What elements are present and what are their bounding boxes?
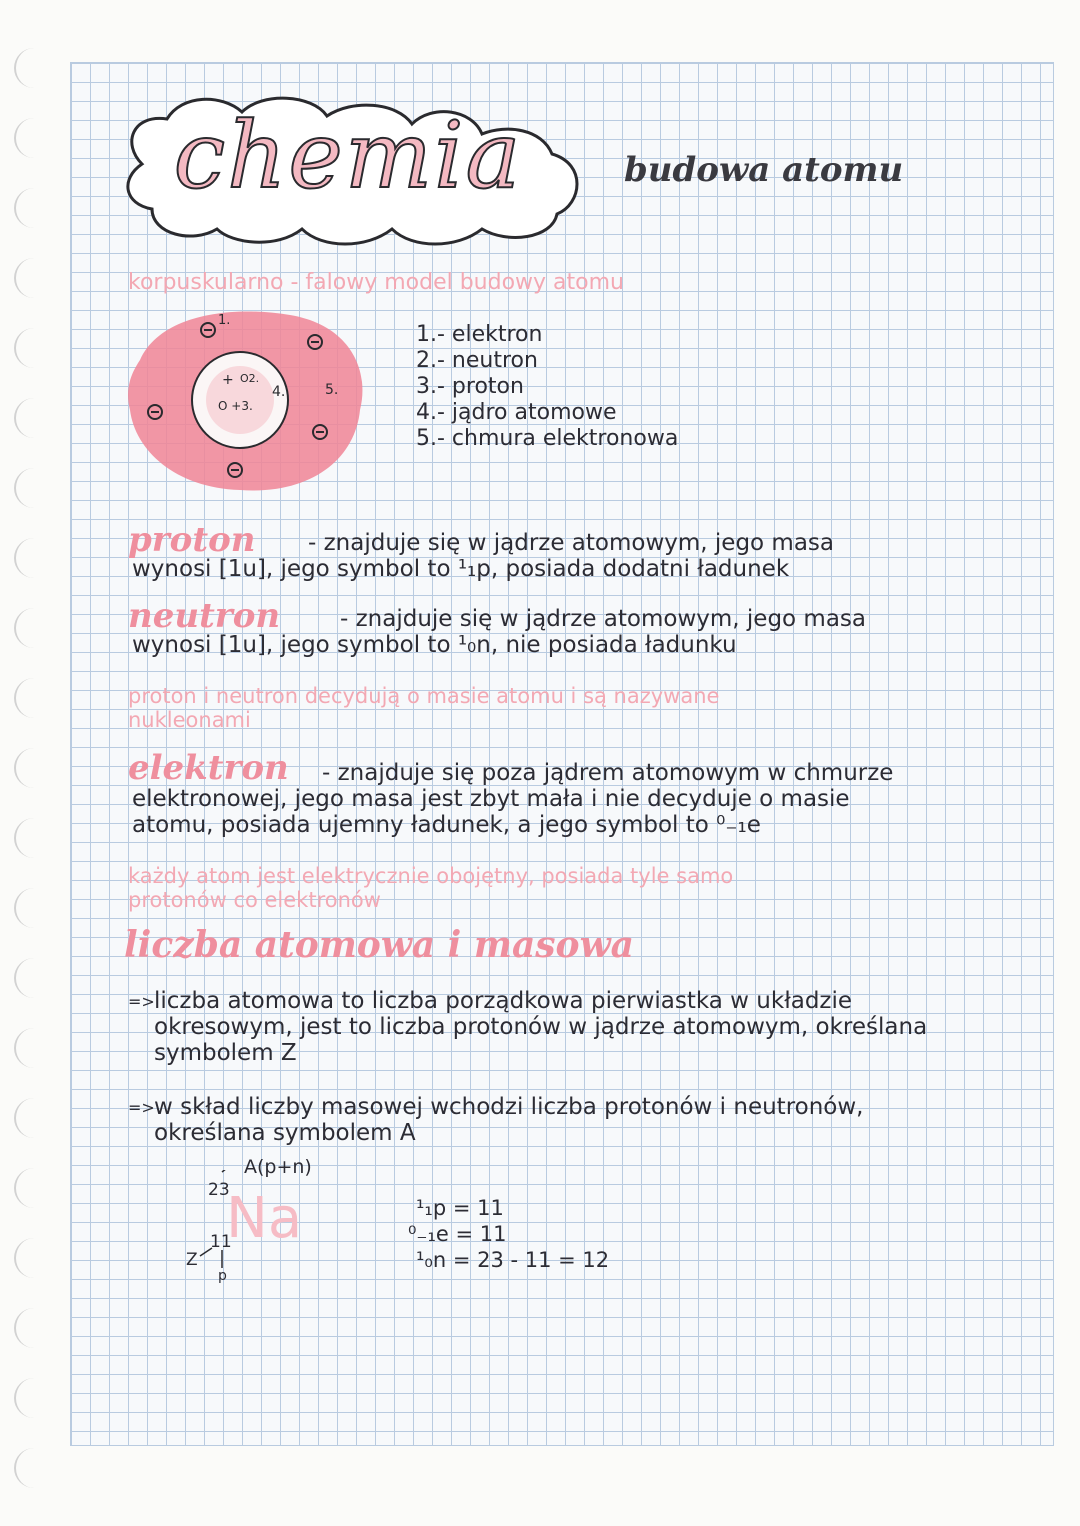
label-neutron: O2. [240, 372, 260, 385]
binder-hole [14, 1028, 54, 1068]
binder-holes [0, 0, 60, 1526]
binder-hole [14, 1308, 54, 1348]
atomic-number-line-3: symbolem Z [154, 1040, 297, 1066]
binder-hole [14, 468, 54, 508]
binder-hole [14, 1238, 54, 1278]
binder-hole [14, 258, 54, 298]
nucleons-note-line-2: nukleonami [128, 708, 251, 732]
binder-hole [14, 678, 54, 718]
neutron-heading: neutron [128, 596, 281, 636]
neutral-note-line-2: protonów co elektronów [128, 888, 381, 912]
label-cloud: 5. [325, 382, 339, 398]
neutron-line-1: - znajduje się w jądrze atomowym, jego masa [340, 606, 867, 632]
example-element-symbol: Na [226, 1186, 303, 1251]
binder-hole [14, 1168, 54, 1208]
binder-hole [14, 888, 54, 928]
label-plus: + [222, 372, 234, 388]
proton-line-1: - znajduje się w jądrze atomowym, jego masa [308, 530, 835, 556]
legend-item: 3.- proton [416, 374, 524, 399]
label-nucleus: 4. [272, 384, 286, 400]
example-pointer-lines [180, 1170, 250, 1280]
electron-heading: elektron [128, 748, 289, 788]
binder-hole [14, 748, 54, 788]
electron-line-1: - znajduje się poza jądrem atomowym w chmurze [322, 760, 894, 786]
atomic-number-line-1: liczba atomowa to liczba porządkowa pierwiastka w układzie [154, 988, 853, 1014]
label-electron: 1. [218, 313, 231, 328]
binder-hole [14, 1098, 54, 1138]
binder-hole [14, 328, 54, 368]
proton-line-2: wynosi [1u], jego symbol to ¹₁p, posiada dodatni ładunek [132, 556, 790, 582]
legend-item: 5.- chmura elektronowa [416, 426, 679, 451]
binder-hole [14, 118, 54, 158]
neutral-note-line-1: każdy atom jest elektrycznie obojętny, posiada tyle samo [128, 864, 734, 888]
mass-number-line-2: określana symbolem A [154, 1120, 416, 1146]
legend-item: 4.- jądro atomowe [416, 400, 617, 425]
binder-hole [14, 818, 54, 858]
binder-hole [14, 958, 54, 998]
proton-heading: proton [128, 520, 256, 560]
legend-item: 2.- neutron [416, 348, 538, 373]
binder-hole [14, 48, 54, 88]
binder-hole [14, 538, 54, 578]
binder-hole [14, 608, 54, 648]
bullet-arrow-icon: => [128, 992, 155, 1011]
nucleons-note-line-1: proton i neutron decydują o masie atomu i są nazywane [128, 684, 720, 708]
atomic-number-line-2: okresowym, jest to liczba protonów w jądrze atomowym, określana [154, 1014, 928, 1040]
legend-item: 1.- elektron [416, 322, 543, 347]
binder-hole [14, 1448, 54, 1488]
neutron-line-2: wynosi [1u], jego symbol to ¹₀n, nie posiada ładunku [132, 632, 737, 658]
example-z-label: Z [186, 1250, 198, 1270]
binder-hole [14, 398, 54, 438]
model-heading: korpuskularno - falowy model budowy atomu [128, 270, 624, 295]
example-calc-protons: ¹₁p = 11 [416, 1196, 504, 1220]
binder-hole [14, 1378, 54, 1418]
electron-line-3: atomu, posiada ujemny ładunek, a jego symbol to ⁰₋₁e [132, 812, 761, 838]
label-proton: O +3. [218, 399, 253, 413]
numbers-heading: liczba atomowa i masowa [124, 924, 634, 966]
page-title: chemia [173, 102, 523, 209]
mass-number-line-1: w skład liczby masowej wchodzi liczba protonów i neutronów, [154, 1094, 864, 1120]
page-subtitle: budowa atomu [624, 150, 904, 190]
example-atomic-label: 11 [210, 1232, 232, 1252]
example-calc-neutrons: ¹₀n = 23 - 11 = 12 [416, 1248, 610, 1272]
example-mass-label: 23 [208, 1180, 230, 1200]
binder-hole [14, 188, 54, 228]
atom-diagram [120, 300, 380, 500]
example-p-label: p [218, 1268, 227, 1284]
example-calc-electrons: ⁰₋₁e = 11 [408, 1222, 507, 1246]
example-a-label: A(p+n) [244, 1156, 312, 1178]
electron-line-2: elektronowej, jego masa jest zbyt mała i nie decyduje o masie [132, 786, 850, 812]
atom-legend [416, 322, 678, 452]
bullet-arrow-icon: => [128, 1098, 155, 1117]
